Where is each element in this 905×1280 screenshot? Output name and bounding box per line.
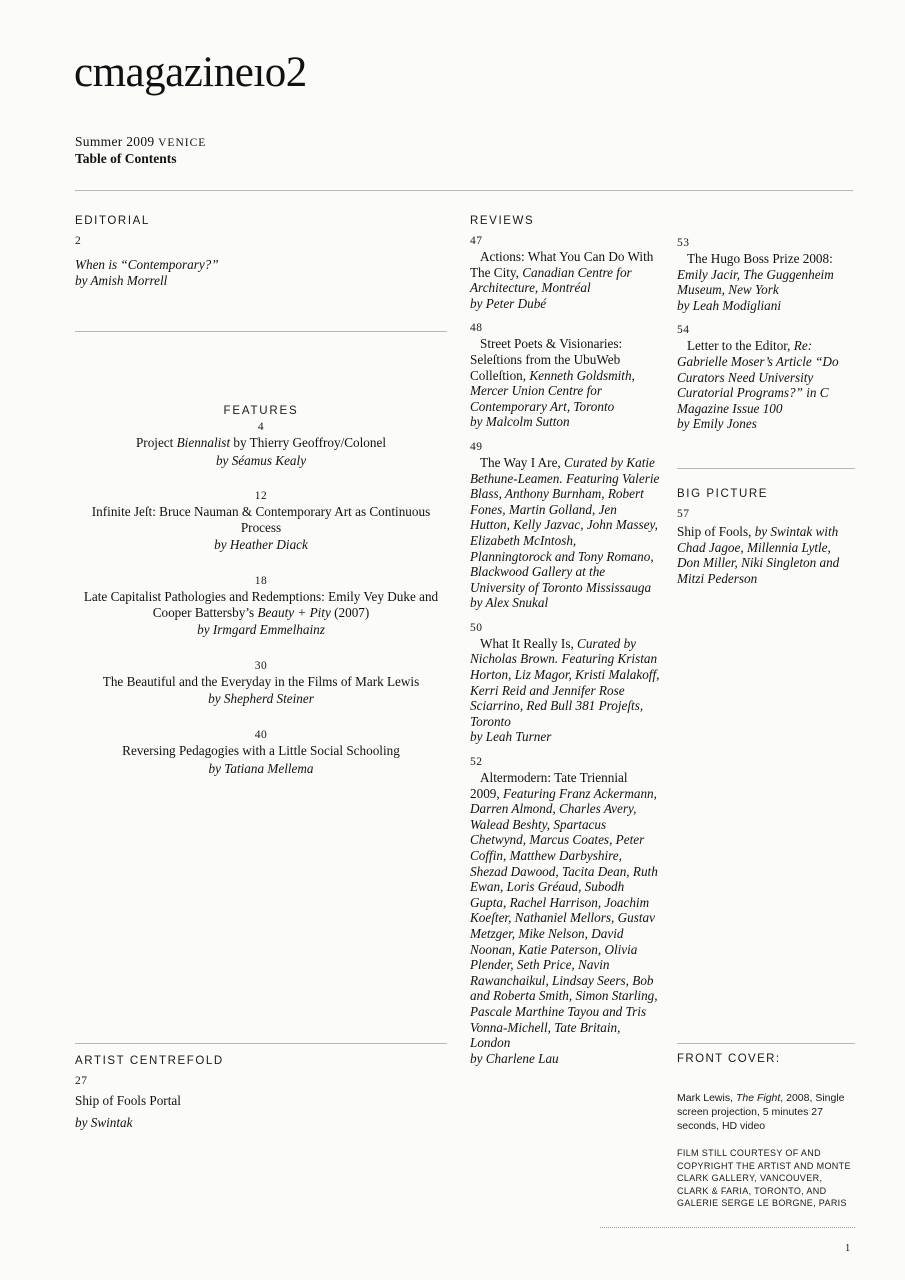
entry-text: What It Really Is, Curated by Nicholas Brown. Featuring Kristan Horton, Liz Magor, Kristi Malakoff, Kerri Reid and Jennifer Rose Sciarrino, Red Bull 381 Projeſts, Toronto by Leah Turner: [470, 635, 660, 745]
entry-page-number: 50: [470, 621, 483, 634]
toc-entry: [75, 421, 447, 468]
entry-page-number: 2: [75, 235, 82, 247]
entry-byline: by Swintak: [75, 1114, 133, 1130]
entry-byline: by Shepherd Steiner: [208, 691, 314, 707]
artist-centrefold-section: [75, 1055, 447, 1130]
entry-title: Reversing Pedagogies with a Little Social Schooling: [122, 742, 400, 758]
entry-title: Ship of Fools Portal: [75, 1093, 181, 1108]
toc-entry: [470, 622, 660, 745]
entry-text: Actions: What You Can Do With The City, Canadian Centre for Architecture, Montréal by Peter Dubé: [470, 249, 654, 311]
entry-text: The Hugo Boss Prize 2008: Emily Jacir, The Guggenheim Museum, New York by Leah Modigliani: [677, 251, 834, 313]
page-title: Table of Contents: [75, 151, 177, 166]
section-heading-editorial: EDITORIAL: [75, 215, 150, 227]
toc-entry: [75, 490, 447, 553]
toc-entry: [470, 441, 660, 611]
entry-text: Letter to the Editor, Re: Gabrielle Moser’s Article “Do Curators Need University Curatorial Programs?” in C Magazine Issue 100 by Emily Jones: [677, 338, 839, 432]
entry-text: The Way I Are, Curated by Katie Bethune-Leamen. Featuring Valerie Blass, Anthony Burnham, Robert Fones, Martin Golland, Jen Hutton, Kelly Jazvac, John Massey, Elizabeth McIntosh, Planningtorock and Tony Romano, Blackwood Gallery at the University of Toronto Mississauga by Alex Snukal: [470, 454, 660, 611]
section-heading-big-picture: BIG PICTURE: [677, 488, 769, 500]
entry-text: Street Poets & Visionaries: Seleſtions from the UbuWeb Colleſtion, Kenneth Goldsmith, Mercer Union Centre for Contemporary Art, Toronto by Malcolm Sutton: [470, 336, 635, 430]
entry-byline: by Irmgard Emmelhainz: [197, 622, 325, 638]
toc-entry: [470, 322, 660, 430]
toc-entry: [75, 257, 447, 288]
section-heading-reviews: REVIEWS: [470, 215, 535, 227]
entry-page-number: 54: [677, 324, 690, 337]
toc-entry: [75, 729, 447, 776]
left-divider-2: [75, 1043, 447, 1044]
page-folio: 1: [845, 1243, 851, 1254]
footer-dotted-divider: [600, 1227, 855, 1228]
front-cover-credit: FILM STILL COURTESY OF AND COPYRIGHT THE ARTIST AND MONTE CLARK GALLERY, VANCOUVER, CLARK & FARIA, TORONTO, AND GALERIE SERGE LE BORGNE, PARIS: [677, 1148, 851, 1208]
toc-entry: [75, 575, 447, 638]
entry-byline: by Séamus Kealy: [215, 452, 307, 468]
toc-entry: [75, 660, 447, 707]
entry-page-number: 18: [254, 574, 268, 587]
toc-entry: [470, 756, 660, 1066]
front-cover-section: [677, 1053, 855, 1210]
entry-page-number: 53: [677, 237, 690, 249]
reviews-section: [470, 215, 660, 1077]
entry-title: Project Biennalist by Thierry Geoffroy/Colonel: [135, 435, 387, 450]
entry-page-number: 52: [470, 756, 483, 769]
entry-page-number: 12: [254, 490, 268, 503]
entry-page-number: 4: [257, 421, 265, 433]
right-divider-2: [677, 1043, 855, 1044]
toc-entry: [677, 237, 855, 313]
front-cover-caption: Mark Lewis, The Fight, 2008, Single screen projection, 5 minutes 27 seconds, HD video: [677, 1092, 845, 1132]
header-divider: [75, 190, 853, 191]
entry-title: The Beautiful and the Everyday in the Films of Mark Lewis: [102, 673, 420, 689]
entry-page-number: 27: [75, 1075, 88, 1087]
entry-page-number: 57: [677, 508, 690, 520]
right-divider-1: [677, 468, 855, 469]
issue-line: [75, 134, 206, 150]
features-section: [75, 405, 447, 798]
section-heading-features: FEATURES: [223, 405, 299, 417]
entry-page-number: 30: [254, 659, 268, 672]
section-heading-front-cover: FRONT COVER:: [677, 1053, 781, 1065]
entry-byline: by Heather Diack: [214, 537, 308, 553]
entry-title: Infinite Jeſt: Bruce Nauman & Contemporary Art as Continuous Process: [91, 504, 431, 535]
entry-text: Ship of Fools, by Swintak with Chad Jagoe, Millennia Lytle, Don Miller, Niki Singleton and Mitzi Pederson: [677, 524, 840, 586]
left-divider-1: [75, 331, 447, 332]
section-heading-artist-centrefold: ARTIST CENTREFOLD: [75, 1055, 224, 1067]
entry-page-number: 47: [470, 235, 483, 247]
entry-title: Late Capitalist Pathologies and Redemptions: Emily Vey Duke and Cooper Battersby’s Beauty + Pity (2007): [83, 588, 439, 620]
entry-page-number: 40: [254, 728, 268, 741]
editorial-section: [75, 215, 447, 288]
toc-entry: [677, 324, 855, 432]
big-picture-section: [677, 488, 855, 586]
entry-byline: by Tatiana Mellema: [208, 760, 314, 776]
issue-date: Summer 2009: [75, 134, 155, 149]
entry-page-number: 49: [470, 440, 483, 453]
entry-page-number: 48: [470, 322, 483, 335]
entry-byline: by Amish Morrell: [75, 272, 168, 288]
entry-title: When is “Contemporary?”: [75, 257, 219, 272]
masthead-title: cmagazineıo2: [74, 49, 307, 96]
issue-place: VENICE: [158, 137, 207, 149]
toc-entry: [470, 235, 660, 311]
entry-text: Altermodern: Tate Triennial 2009, Featuring Franz Ackermann, Darren Almond, Charles Avery, Walead Beshty, Spartacus Chetwynd, Marcus Coates, Peter Coffin, Matthew Darbyshire, Shezad Dawood, Tacita Dean, Ruth Ewan, Loris Gréaud, Subodh Gupta, Rachel Harrison, Joachim Koeſter, Nathaniel Mellors, Gustav Metzger, Mike Nelson, David Noonan, Katie Paterson, Olivia Plender, Seth Price, Navin Rawanchaikul, Lindsay Seers, Bob and Roberta Smith, Simon Starling, Pascale Marthine Tayou and Tris Vonna-Michell, Tate Britain, London by Charlene Lau: [470, 770, 658, 1066]
reviews-continued-section: [677, 215, 855, 443]
